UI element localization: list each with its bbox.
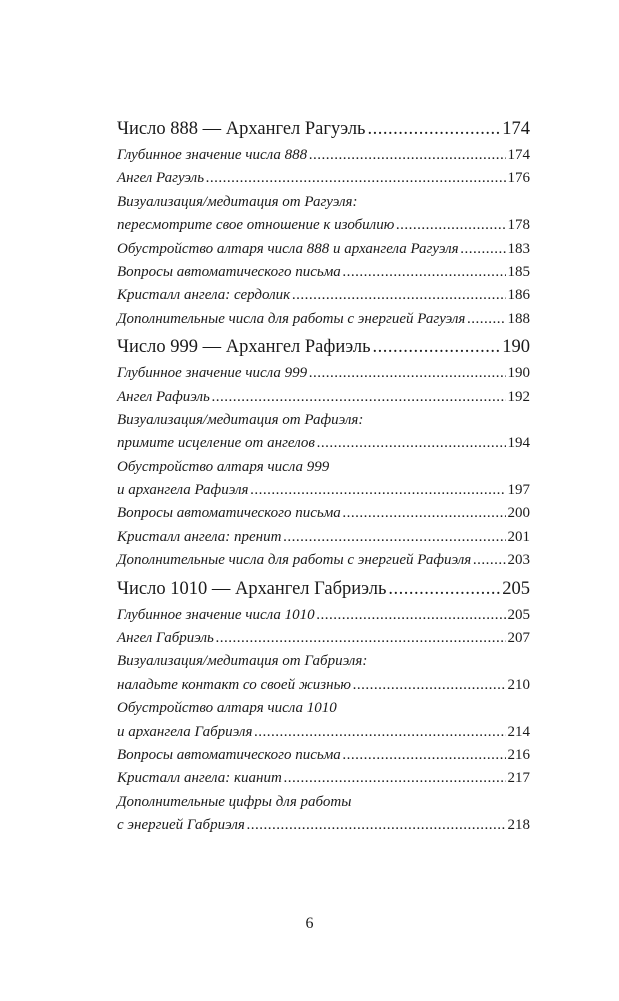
subentry-title: Кристалл ангела: пренит <box>117 528 282 545</box>
dot-leader <box>250 479 505 502</box>
dot-leader <box>368 115 501 144</box>
toc-subentry[interactable] <box>117 650 530 697</box>
toc-subentry[interactable] <box>117 144 530 167</box>
dot-leader <box>309 362 505 385</box>
toc-subentry[interactable] <box>117 526 530 549</box>
dot-leader <box>343 261 506 284</box>
subentry-page: 207 <box>507 630 530 647</box>
subentry-page: 192 <box>507 388 530 405</box>
subentry-title: Ангел Габриэль <box>117 630 214 647</box>
dot-leader <box>388 575 500 604</box>
subentry-title-line: Визуализация/медитация от Рагуэля: <box>117 193 358 210</box>
chapter-page: 174 <box>502 119 530 139</box>
dot-leader <box>206 167 505 190</box>
subentry-page: 188 <box>507 310 530 327</box>
subentry-page: 178 <box>507 217 530 234</box>
dot-leader <box>292 284 505 307</box>
toc-subentry[interactable] <box>117 308 530 331</box>
subentry-page: 186 <box>507 287 530 304</box>
subentry-page: 194 <box>507 435 530 452</box>
subentry-title: Кристалл ангела: кианит <box>117 770 282 787</box>
subentry-page: 214 <box>507 723 530 740</box>
dot-leader <box>216 627 506 650</box>
toc-chapter <box>117 115 530 331</box>
toc-subentry[interactable] <box>117 409 530 456</box>
toc-subentry[interactable] <box>117 791 530 838</box>
subentry-title: Вопросы автоматического письма <box>117 746 341 763</box>
chapter-entry[interactable] <box>117 333 530 362</box>
table-of-contents <box>117 115 530 840</box>
subentry-page: 203 <box>507 552 530 569</box>
dot-leader <box>396 214 505 237</box>
toc-subentry[interactable] <box>117 627 530 650</box>
chapter-entry[interactable] <box>117 115 530 144</box>
dot-leader <box>343 744 506 767</box>
dot-leader <box>317 432 506 455</box>
dot-leader <box>353 674 506 697</box>
subentry-title: Дополнительные числа для работы с энергией Рагуэля <box>117 310 466 327</box>
subentry-title: Вопросы автоматического письма <box>117 263 341 280</box>
subentry-title: Ангел Рагуэль <box>117 170 205 187</box>
toc-chapter <box>117 333 530 573</box>
toc-subentry[interactable] <box>117 502 530 525</box>
chapter-title: Число 888 — Архангел Рагуэль <box>117 119 366 139</box>
subentry-title: Обустройство алтаря числа 888 и архангела Рагуэля <box>117 240 459 257</box>
subentry-page: 216 <box>507 746 530 763</box>
subentry-page: 185 <box>507 263 530 280</box>
chapter-entry[interactable] <box>117 575 530 604</box>
subentry-page: 205 <box>507 606 530 623</box>
subentry-page: 183 <box>507 240 530 257</box>
subentry-page: 174 <box>507 147 530 163</box>
subentry-title: наладьте контакт со своей жизнью <box>117 676 351 693</box>
subentry-page: 210 <box>507 676 530 693</box>
chapter-title: Число 1010 — Архангел Габриэль <box>117 578 387 599</box>
subentry-page: 218 <box>507 817 530 834</box>
dot-leader <box>309 144 505 167</box>
subentry-title: Кристалл ангела: сердолик <box>117 287 291 304</box>
toc-subentry[interactable] <box>117 167 530 190</box>
subentry-title-line: Обустройство алтаря числа 1010 <box>117 700 337 717</box>
subentry-title: и архангела Габриэля <box>117 723 253 740</box>
dot-leader <box>473 549 505 572</box>
chapter-page: 190 <box>502 337 530 358</box>
subentry-title: Вопросы автоматического письма <box>117 505 341 522</box>
toc-subentry[interactable] <box>117 362 530 385</box>
toc-subentry[interactable] <box>117 697 530 744</box>
subentry-title: и архангела Рафиэля <box>117 482 249 499</box>
subentry-title: примите исцеление от ангелов <box>117 435 315 452</box>
chapter-page: 205 <box>502 578 530 599</box>
subentry-page: 176 <box>507 170 530 187</box>
subentry-page: 201 <box>507 528 530 545</box>
subentry-page: 200 <box>507 505 530 522</box>
dot-leader <box>317 604 506 627</box>
toc-subentry[interactable] <box>117 549 530 572</box>
chapter-title: Число 999 — Архангел Рафиэль <box>117 337 371 358</box>
subentry-title-line: Дополнительные цифры для работы <box>117 793 352 810</box>
subentry-title: пересмотрите свое отношение к изобилию <box>117 217 395 234</box>
subentry-page: 217 <box>507 770 530 787</box>
subentry-title-line: Обустройство алтаря числа 999 <box>117 458 330 475</box>
toc-subentry[interactable] <box>117 744 530 767</box>
toc-subentry[interactable] <box>117 284 530 307</box>
subentry-title: Дополнительные числа для работы с энергией Рафиэля <box>117 552 472 569</box>
subentry-title: Глубинное значение числа 999 <box>117 365 308 382</box>
dot-leader <box>212 386 506 409</box>
toc-subentry[interactable] <box>117 767 530 790</box>
toc-subentry[interactable] <box>117 191 530 238</box>
toc-chapter <box>117 575 530 838</box>
subentry-page: 197 <box>507 482 530 499</box>
toc-subentry[interactable] <box>117 386 530 409</box>
dot-leader <box>254 721 505 744</box>
toc-subentry[interactable] <box>117 604 530 627</box>
page-number: 6 <box>305 915 314 932</box>
subentry-title-line: Визуализация/медитация от Рафиэля: <box>117 411 364 428</box>
subentry-title: Глубинное значение числа 888 <box>117 147 308 163</box>
subentry-title: с энергией Габриэля <box>117 817 245 834</box>
toc-subentry[interactable] <box>117 261 530 284</box>
toc-subentry[interactable] <box>117 238 530 261</box>
subentry-title: Глубинное значение числа 1010 <box>117 606 315 623</box>
subentry-title: Ангел Рафиэль <box>117 388 210 405</box>
dot-leader <box>343 502 506 525</box>
dot-leader <box>373 333 501 362</box>
dot-leader <box>467 308 505 331</box>
dot-leader <box>247 814 506 837</box>
dot-leader <box>283 526 505 549</box>
subentry-page: 190 <box>507 365 530 382</box>
dot-leader <box>461 238 506 261</box>
subentry-title-line: Визуализация/медитация от Габриэля: <box>117 653 368 670</box>
toc-subentry[interactable] <box>117 456 530 503</box>
dot-leader <box>284 767 506 790</box>
